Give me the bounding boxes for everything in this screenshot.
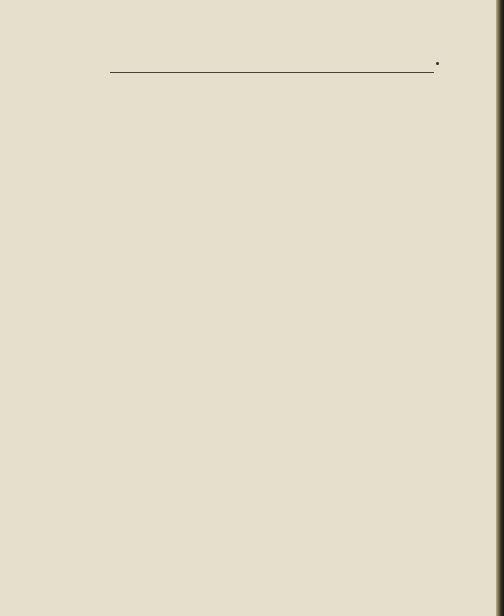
header-rule bbox=[110, 72, 434, 73]
text-column bbox=[112, 75, 438, 79]
ink-speck bbox=[436, 62, 439, 65]
page-edge-shadow bbox=[496, 0, 504, 616]
